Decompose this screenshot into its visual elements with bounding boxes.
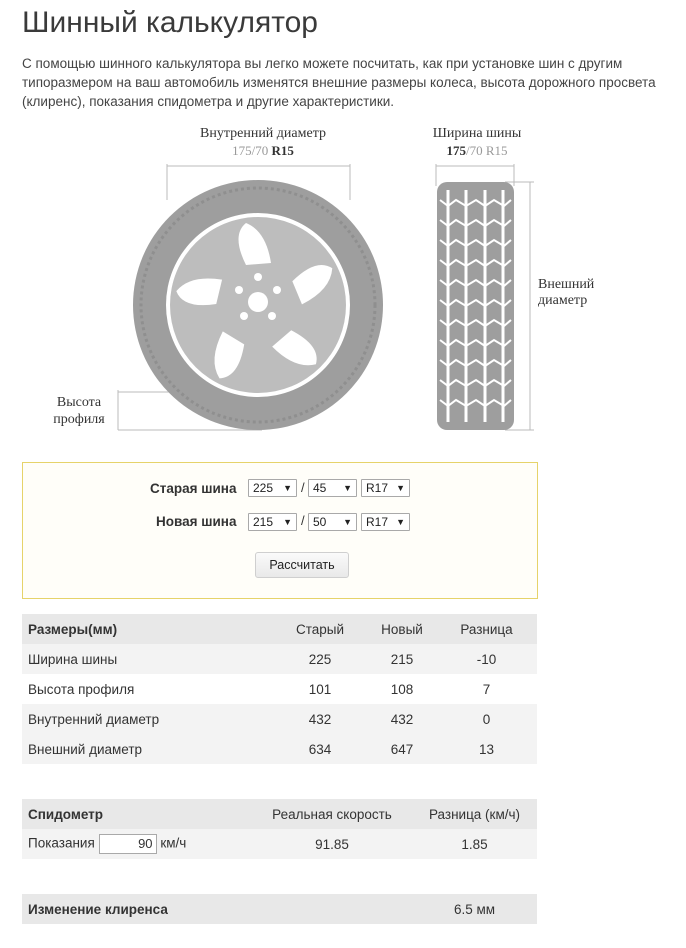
inner-diameter-size: 175/70 R15: [232, 143, 294, 158]
inner-diameter-label: Внутренний диаметр: [200, 126, 326, 141]
chevron-down-icon: ▼: [283, 483, 292, 493]
tire-width-size: 175/70 R15: [446, 143, 508, 158]
chevron-down-icon: ▼: [396, 483, 405, 493]
old-rim-select[interactable]: R17 ▼: [361, 479, 410, 497]
chevron-down-icon: ▼: [343, 483, 352, 493]
page-title: Шинный калькулятор: [22, 6, 318, 39]
table-row: [22, 829, 537, 859]
tire-drawing: [0, 120, 686, 440]
outer-diameter-label: Внешний диаметр: [538, 277, 595, 308]
speedometer-table: [22, 799, 537, 859]
clearance-table: [22, 894, 537, 924]
chevron-down-icon: ▼: [396, 517, 405, 527]
clearance-value: 6.5 мм: [412, 894, 537, 924]
speed-diff-value: 1.85: [412, 829, 537, 859]
new-profile-select[interactable]: 50 ▼: [308, 513, 357, 531]
calculate-button[interactable]: Рассчитать: [255, 552, 349, 578]
table-row: Высота профиля 101 108 7: [28, 681, 491, 697]
reading-label: Показания: [28, 835, 95, 851]
tire-illustration: [0, 120, 686, 440]
speed-reading-input[interactable]: 90: [99, 834, 157, 854]
table-row: Внешний диаметр 634 647 13: [22, 734, 537, 764]
table-row: Ширина шины 225 215 -10: [22, 644, 537, 674]
intro-text: С помощью шинного калькулятора вы легко можете посчитать, как при установке шин с другим типоразмером на ваш автомобиль изменятся внешние размеры колеса, высота дорожного просвета (клиренс), показания спидометра и другие характеристики.: [22, 56, 656, 109]
table-header: Спидометр Реальная скорость Разница (км/ч): [22, 799, 537, 829]
old-tire-label: Старая шина: [150, 481, 237, 496]
old-width-select[interactable]: 225 ▼: [248, 479, 297, 497]
real-speed-value: 91.85: [252, 829, 412, 859]
old-profile-select[interactable]: 45 ▼: [308, 479, 357, 497]
profile-height-label: Высота профиля: [53, 395, 105, 427]
new-rim-select[interactable]: R17 ▼: [361, 513, 410, 531]
table-header: Размеры(мм) Старый Новый Разница: [22, 614, 537, 644]
clearance-label: Изменение клиренса: [22, 894, 412, 924]
chevron-down-icon: ▼: [283, 517, 292, 527]
sizes-table: [22, 614, 537, 764]
new-width-select[interactable]: 215 ▼: [248, 513, 297, 531]
speed-unit: км/ч: [160, 835, 187, 851]
table-row: [22, 894, 537, 924]
tire-width-label: Ширина шины: [432, 126, 522, 141]
chevron-down-icon: ▼: [343, 517, 352, 527]
new-tire-label: Новая шина: [156, 514, 237, 529]
table-row: Внутренний диаметр 432 432 0: [22, 704, 537, 734]
calculator-panel: Старая шина 225 ▼ / 45 ▼ R17 ▼ Новая шина 215 ▼ / 50 ▼ R17 ▼ Рассчитать: [22, 462, 538, 599]
